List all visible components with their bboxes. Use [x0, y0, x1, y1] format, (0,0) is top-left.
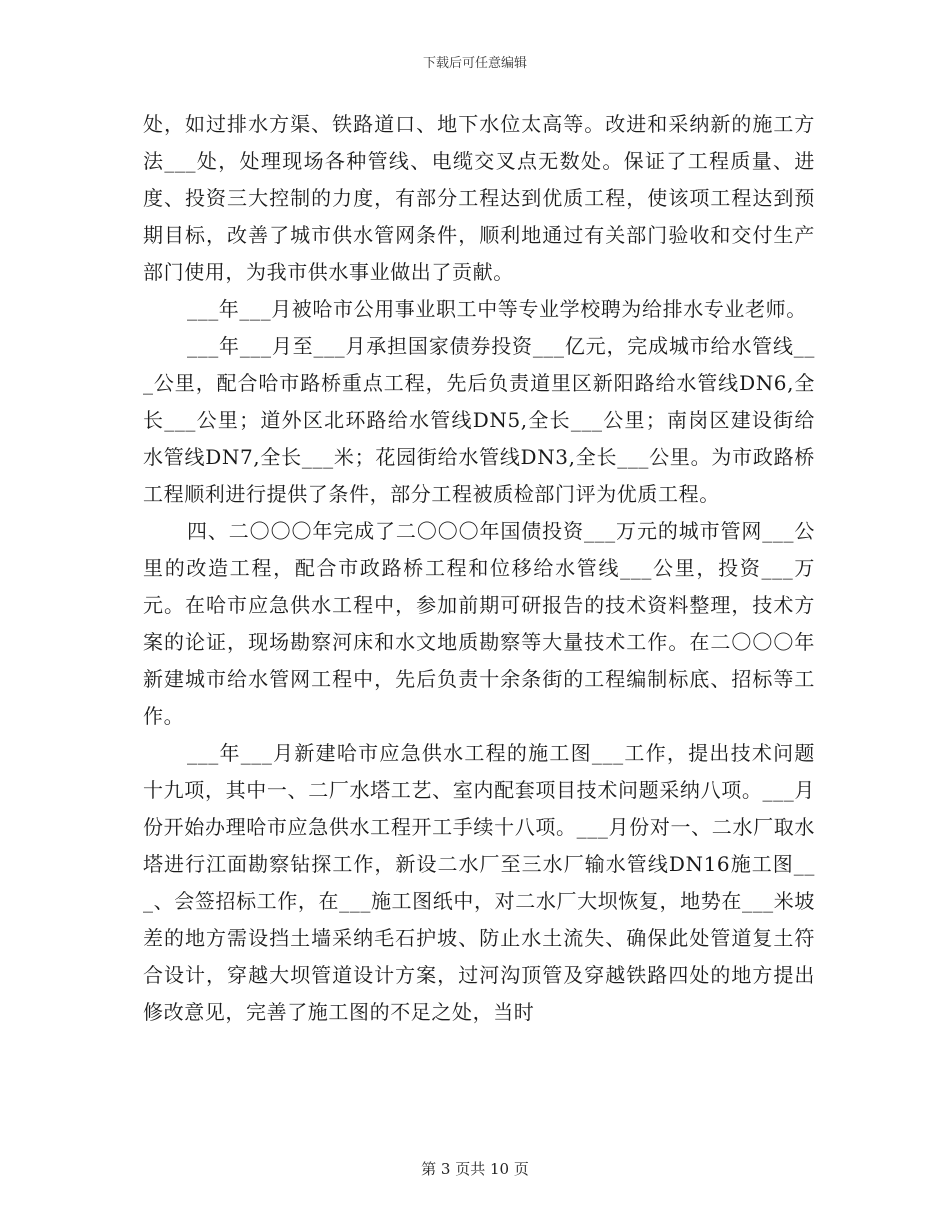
- paragraph-5: ___年___月新建哈市应急供水工程的施工图___工作，提出技术问题十九项，其中一、二厂水塔工艺、室内配套项目技术问题采纳八项。___月份开始办理哈市应急供水工程开工手续十八项。___月份对一、二水厂取水塔进行江面勘察钻探工作，新设二水厂至三水厂输水管线DN16施工图___、会签招标工作，在___施工图纸中，对二水厂大坝恢复，地势在___米坡差的地方需设挡土墙采纳毛石护坡、防止水土流失、确保此处管道复土符合设计，穿越大坝管道设计方案，过河沟顶管及穿越铁路四处的地方提出修改意见，完善了施工图的不足之处，当时: [143, 741, 815, 1024]
- page-header: 下载后可任意编辑: [422, 56, 527, 71]
- page-footer: 第 3 页共 10 页: [421, 1160, 529, 1178]
- paragraph-1: 处，如过排水方渠、铁路道口、地下水位太高等。改进和采纳新的施工方法___处，处理现场各种管线、电缆交叉点无数处。保证了工程质量、进度、投资三大控制的力度，有部分工程达到优质工程，使该项工程达到预期目标，改善了城市供水管网条件，顺利地通过有关部门验收和交付生产部门使用，为我市供水事业做出了贡献。: [143, 112, 815, 284]
- paragraph-4: 四、二〇〇〇年完成了二〇〇〇年国债投资___万元的城市管网___公里的改造工程，配合市政路桥工程和位移给水管线___公里，投资___万元。在哈市应急供水工程中，参加前期可研报告的技术资料整理，技术方案的论证，现场勘察河床和水文地质勘察等大量技术工作。在二〇〇〇年新建城市给水管网工程中，先后负责十余条街的工程编制标底、招标等工作。: [143, 519, 815, 728]
- paragraph-2: ___年___月被哈市公用事业职工中等专业学校聘为给排水专业老师。: [187, 297, 807, 321]
- paragraph-3: ___年___月至___月承担国家债券投资___亿元，完成城市给水管线___公里，配合哈市路桥重点工程，先后负责道里区新阳路给水管线DN6,全长___公里；道外区北环路给水管线DN5,全长___公里；南岗区建设街给水管线DN7,全长___米；花园街给水管线DN3,全长___公里。为市政路桥工程顺利进行提供了条件，部分工程被质检部门评为优质工程。: [143, 334, 815, 506]
- document-body: [143, 106, 815, 1031]
